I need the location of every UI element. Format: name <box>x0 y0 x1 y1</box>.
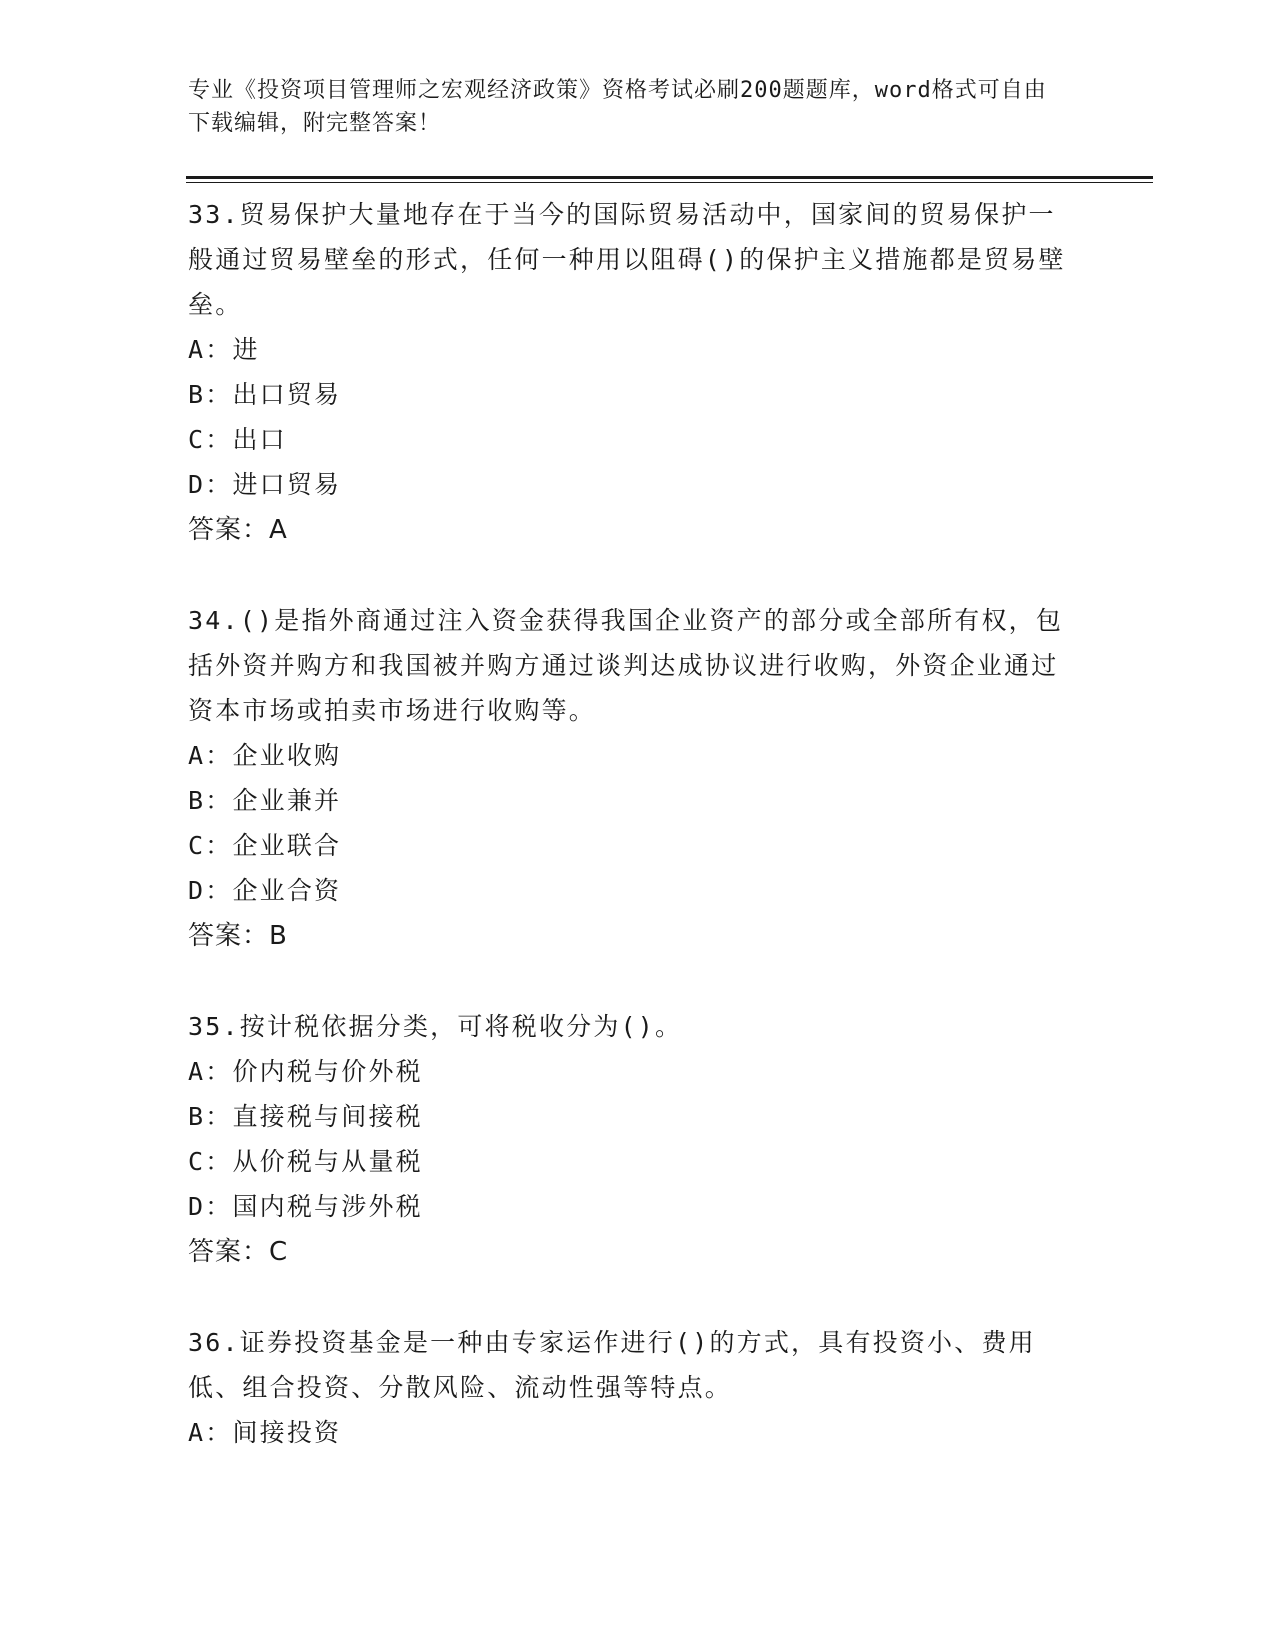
answer-line: 答案：C <box>188 1237 289 1267</box>
question-list <box>188 192 1078 1500</box>
option-a: A：进 <box>188 335 260 364</box>
question-36 <box>188 1320 1078 1455</box>
option-a: A：企业收购 <box>188 741 342 770</box>
option-b: B：直接税与间接税 <box>188 1102 423 1131</box>
option-a: A：价内税与价外税 <box>188 1057 423 1086</box>
option-d: D：企业合资 <box>188 876 342 905</box>
option-a: A：间接投资 <box>188 1418 342 1447</box>
question-stem: 35.按计税依据分类，可将税收分为()。 <box>188 1012 683 1041</box>
document-header: 专业《投资项目管理师之宏观经济政策》资格考试必刷200题题库，word格式可自由下载编辑，附完整答案！ <box>188 78 1047 136</box>
question-33 <box>188 192 1078 553</box>
option-d: D：国内税与涉外税 <box>188 1192 423 1221</box>
header-rule-thick <box>186 176 1153 179</box>
question-stem: 34.()是指外商通过注入资金获得我国企业资产的部分或全部所有权，包括外资并购方和我国被并购方通过谈判达成协议进行收购，外资企业通过资本市场或拍卖市场进行收购等。 <box>188 606 1064 725</box>
option-b: B：出口贸易 <box>188 380 342 409</box>
option-d: D：进口贸易 <box>188 470 342 499</box>
option-c: C：出口 <box>188 425 287 454</box>
question-stem: 36.证券投资基金是一种由专家运作进行()的方式，具有投资小、费用低、组合投资、分散风险、流动性强等特点。 <box>188 1328 1036 1402</box>
option-c: C：从价税与从量税 <box>188 1147 423 1176</box>
question-stem: 33.贸易保护大量地存在于当今的国际贸易活动中，国家间的贸易保护一般通过贸易壁垒的形式，任何一种用以阻碍()的保护主义措施都是贸易壁垒。 <box>188 200 1066 319</box>
header-rule-thin <box>186 182 1153 183</box>
option-b: B：企业兼并 <box>188 786 342 815</box>
answer-line: 答案：A <box>188 515 288 545</box>
question-34 <box>188 598 1078 959</box>
question-35 <box>188 1004 1078 1275</box>
answer-line: 答案：B <box>188 921 288 951</box>
option-c: C：企业联合 <box>188 831 342 860</box>
